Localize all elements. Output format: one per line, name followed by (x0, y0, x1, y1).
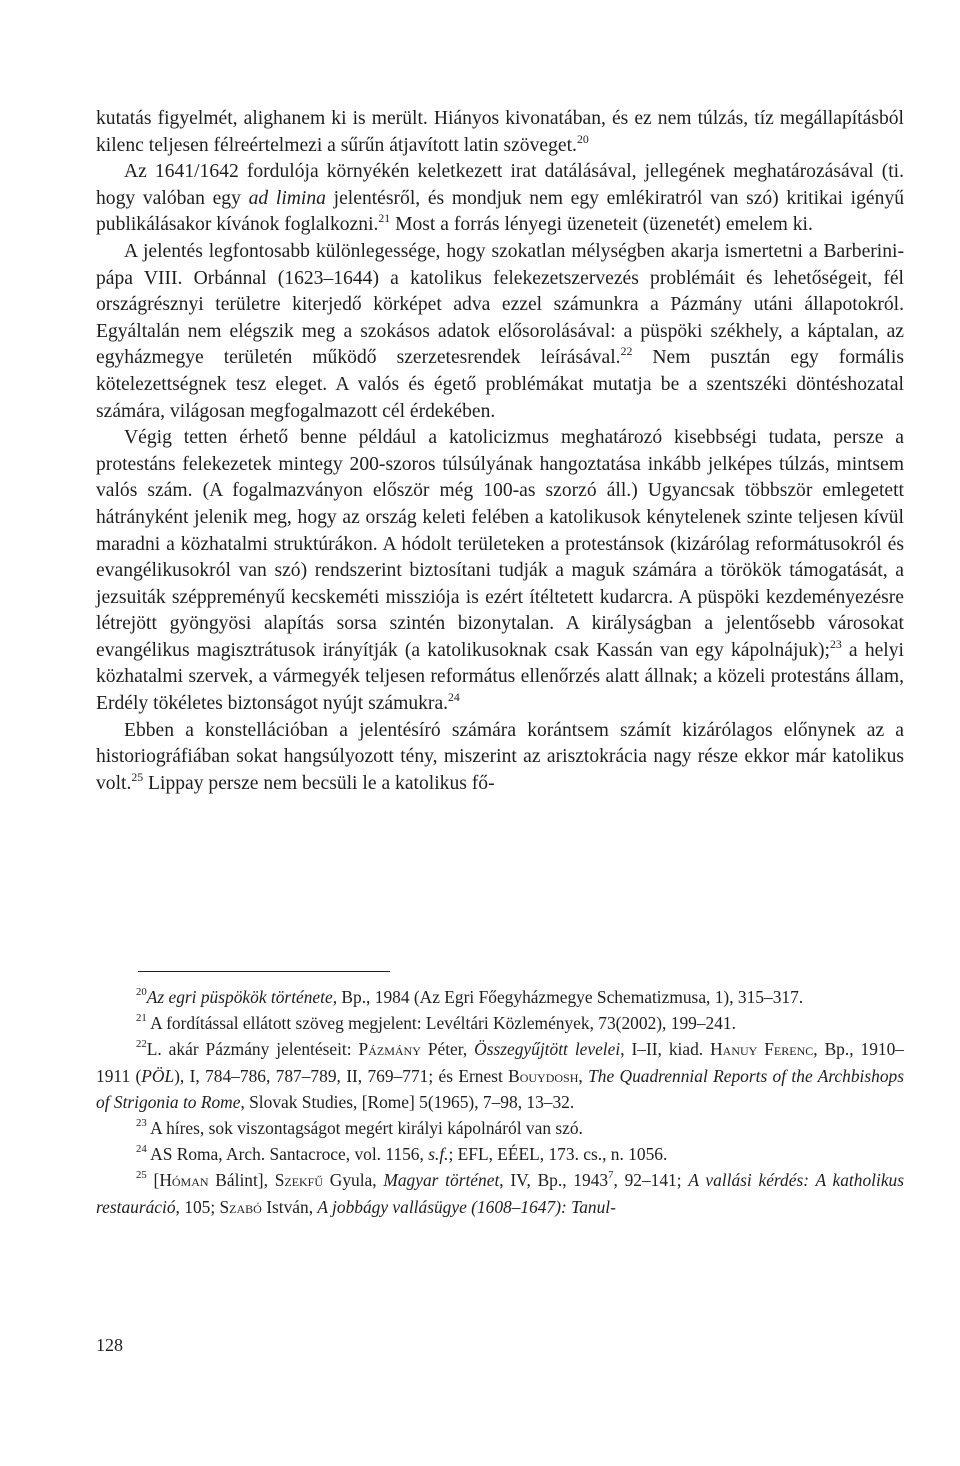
footnote-25: $^{25}$ [Hóman Bálint], Szekfű Gyula, Magyar történet, IV, Bp., 1943$^7$, 92–141; A vallási kérdés: A katholikus restauráció, 105; Szabó István, A jobbágy vallásügye (1608–1647): Tanul- (96, 1169, 904, 1217)
footnote-number: 22 (136, 1038, 147, 1051)
footnote-ref-24[interactable]: 24 (448, 690, 460, 704)
paragraph-2: Az 1641/1642 fordulója környékén keletkezett irat datálásával, jellegének meghatározásával (ti. hogy valóban egy ad limina jelentésről, és mondjuk nem egy emlékiratról van szó) kritikai igényű publikálásakor kívánok foglalkozni.$^{21}$ Most a forrás lényegi üzeneteit (üzenetét) emelem ki. (96, 161, 905, 236)
footnote-20: $^{20}$Az egri püspökök története, Bp., 1984 (Az Egri Főegyházmegye Schematizmusa, 1), 315–317. (136, 985, 804, 1007)
footnote-ref-25[interactable]: 25 (131, 770, 144, 784)
paragraph-4: Végig tetten érhető benne például a katolicizmus meghatározó kisebbségi tudata, persze a protestáns felekezetek mintegy 200-szoros túlsúlyának hangoztatása inkább jelképes túlzás, mintsem valós szám. (A fogalmazványon először még 100-as szorzó áll.) Ugyancsak többször emlegetett hátrányként jelenik meg, hogy az ország keleti felében a katolikusok kénytelenek szinte teljesen kívül maradni a közhatalmi struktúrákon. A hódolt területeken a protestánsok (kizárólag reformátusokról és evangélikusokról van szó) rendszerint biztosítani tudják a maguk számára a törökök támogatását, a jezsuiták széppreményű kecskeméti missziója is ezért ítéltetett kudarcra. A püspöki kezdeményezésre létrejött gyöngyösi alapítás sorsa szintén bizonytalan. A királyságban a jelentősebb városokat evangélikus magisztrátusok irányítják (a katolikusoknak csak Kassán van egy kápolnájuk);$^{23}$ a helyi közhatalmi szervek, a vármegyék teljesen református ellenőrzés alatt állnak; a közeli protestáns állam, Erdély tökéletes biztonságot nyújt számukra.$^{24}$ (96, 427, 904, 715)
footnote-ref-20[interactable]: 20 (576, 132, 589, 146)
footnote-number: 25 (136, 1169, 147, 1182)
footnote-number: 20 (136, 985, 147, 998)
footnote-number: 24 (136, 1143, 147, 1156)
footnote-ref-23[interactable]: 23 (829, 637, 842, 651)
paragraph-1: kutatás figyelmét, alighanem ki is merült. Hiányos kivonatában, és ez nem túlzás, tíz megállapításból kilenc teljesen félreértelmezi a sűrűn átjavított latin szöveget.$^{20}$ (96, 108, 904, 156)
paragraph-5: Ebben a konstellációban a jelentésíró számára korántsem számít kizárólagos előnynek az a historiográfiában sokat hangsúlyozott tény, miszerint az arisztokrácia nagy része ekkor már katolikus volt.$^{25}$ Lippay persze nem becsüli le a katolikus fő- (96, 719, 904, 794)
footnote-24: $^{24}$ AS Roma, Arch. Santacroce, vol. 1156, s.f.; EFL, EÉEL, 173. cs., n. 1056. (136, 1143, 668, 1165)
footnote-ref-22[interactable]: 22 (620, 345, 633, 359)
footnote-number: 21 (136, 1012, 147, 1025)
footnotes (96, 984, 904, 1220)
footnote-21: $^{21}$ A fordítással ellátott szöveg megjelent: Levéltári Közlemények, 73(2002), 199–241. (136, 1012, 736, 1034)
footnote-23: $^{23}$ A híres, sok viszontagságot megért királyi kápolnáról van szó. (136, 1116, 583, 1139)
footnote-number: 23 (136, 1116, 147, 1129)
footnote-separator (138, 971, 390, 972)
footnote-ref-21[interactable]: 21 (378, 212, 391, 226)
main-text (96, 106, 904, 797)
paragraph-3: A jelentés legfontosabb különlegessége, hogy szokatlan mélységben akarja ismertetni a Barberini-pápa VIII. Orbánnal (1623–1644) a katolikus felekezetszervezés problémáit és lehetőségeit, fél országrésznyi területre kiterjedő körképet adva ezzel számunkra a Pázmány utáni állapotokról. Egyáltalán nem elégszik meg a szokásos adatok elősorolásával: a püspöki székhely, a káptalan, az egyházmegye területén működő szerzetesrendek leírásával.$^{22}$ Nem pusztán egy formális kötelezettségnek tesz eleget. A valós és égető problémákat mutatja be a szentszéki döntéshozatal számára, világosan megfogalmazott cél érdekében. (96, 240, 905, 422)
emphasis: ad limina (248, 187, 326, 209)
footnote-22: $^{22}$L. akár Pázmány jelentéseit: Pázmány Péter, Összegyűjtött levelei, I–II, kiad. Hanuy Ferenc, Bp., 1910–1911 (PÖL), I, 784–786, 787–789, II, 769–771; és Ernest Bouydosh, The Quadrennial Reports of the Archbishops of Strigonia to Rome, Slovak Studies, [Rome] 5(1965), 7–98, 13–32. (96, 1038, 904, 1112)
page-number: 128 (96, 1335, 123, 1355)
